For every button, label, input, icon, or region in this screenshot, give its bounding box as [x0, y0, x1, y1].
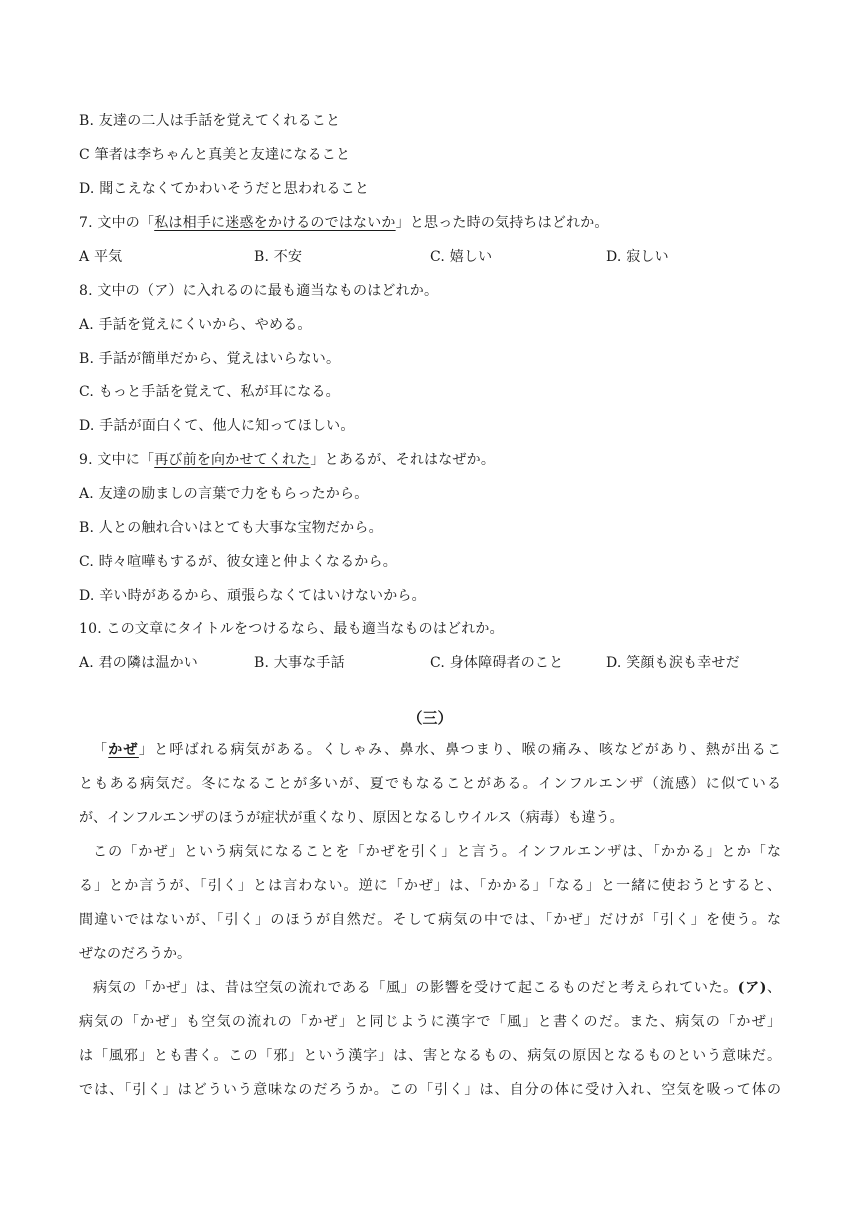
- q9-suffix: 」とあるが、それはなぜか。: [310, 452, 496, 468]
- q7-question: [79, 214, 609, 232]
- q7-suffix: 」と思った時の気持ちはどれか。: [395, 215, 609, 231]
- section-3-title: （三）: [407, 709, 453, 727]
- q8-option-a: A. 手話を覚えにくいから、やめる。: [79, 317, 312, 333]
- q7-prefix: 7. 文中の「: [79, 215, 155, 231]
- q7-option-a: A 平気: [79, 249, 123, 265]
- q9-option-c: C. 時々喧嘩もするが、彼女達と仲よくなるから。: [79, 554, 397, 570]
- kaze-emphasis: かぜ: [108, 742, 139, 758]
- q10-option-a: A. 君の隣は温かい: [79, 655, 199, 671]
- q7-option-b: B. 不安: [254, 249, 303, 265]
- q6-option-c: C 筆者は李ちゃんと真美と友達になること: [79, 147, 351, 163]
- q8-option-d: D. 手話が面白くて、他人に知ってほしい。: [79, 418, 355, 434]
- q6-option-d: D. 聞こえなくてかわいそうだと思われること: [79, 181, 370, 197]
- blank-a-marker: (ア): [737, 980, 767, 996]
- q9-question: [79, 451, 495, 469]
- passage-p3-line4: では、「引く」はどういう意味なのだろうか。この「引く」は、自分の体に受け入れ、空気を吸って体の: [79, 1082, 781, 1098]
- q10-option-d: D. 笑顔も涙も幸せだ: [606, 655, 740, 671]
- q6-option-b: B. 友達の二人は手話を覚えてくれること: [79, 113, 341, 129]
- passage-p2-line3: 間違いではないが、「引く」のほうが自然だ。そして病気の中では、「かぜ」だけが「引く」を使う。な: [79, 912, 781, 928]
- q7-option-c: C. 嬉しい: [430, 249, 493, 265]
- passage-p2-line1: この「かぜ」という病気になることを「かぜを引く」と言う。インフルエンザは、「かかる」とか「な: [93, 844, 781, 860]
- q10-option-b: B. 大事な手話: [254, 655, 345, 671]
- q9-option-d: D. 辛い時があるから、頑張らなくてはいけないから。: [79, 588, 426, 604]
- q8-option-c: C. もっと手話を覚えて、私が耳になる。: [79, 384, 340, 400]
- passage-p2-line2: る」とか言うが、「引く」とは言わない。逆に「かぜ」は、「かかる」「なる」と一緒に使おうとすると、: [79, 878, 781, 894]
- q10-option-c: C. 身体障碍者のこと: [430, 655, 564, 671]
- passage-p1-line3: が、インフルエンザのほうが症状が重くなり、原因となるしウイルス（病毒）も違う。: [79, 810, 624, 826]
- q10-options: [79, 654, 781, 672]
- q8-option-b: B. 手話が簡単だから、覚えはいらない。: [79, 351, 341, 367]
- q7-underlined-quote: 私は相手に迷惑をかけるのではないか: [154, 215, 396, 231]
- q8-question: 8. 文中の（ア）に入れるのに最も適当なものはどれか。: [79, 283, 439, 299]
- passage-p2-line4: ぜなのだろうか。: [79, 946, 191, 962]
- q10-question: 10. この文章にタイトルをつけるなら、最も適当なものはどれか。: [79, 621, 504, 637]
- q9-option-b: B. 人との触れ合いはとても大事な宝物だから。: [79, 520, 383, 536]
- q9-option-a: A. 友達の励ましの言葉で力をもらったから。: [79, 486, 369, 502]
- q7-option-d: D. 寂しい: [606, 249, 669, 265]
- q7-options: [79, 248, 781, 266]
- passage-p1-line1: 「かぜ」と呼ばれる病気がある。くしゃみ、鼻水、鼻つまり、喉の痛み、咳などがあり、熱が出るこ: [93, 742, 781, 758]
- passage-p1-line2: ともある病気だ。冬になることが多いが、夏でもなることがある。インフルエンザ（流感）に似ている: [79, 776, 781, 792]
- passage-p3-line3: は「風邪」とも書く。この「邪」という漢字」は、害となるもの、病気の原因となるものという意味だ。: [79, 1048, 781, 1064]
- passage-p3-line1: 病気の「かぜ」は、昔は空気の流れである「風」の影響を受けて起こるものだと考えられていた。(ア)、: [93, 980, 782, 996]
- passage-p3-line2: 病気の「かぜ」も空気の流れの「かぜ」と同じように漢字で「風」と書くのだ。また、病気の「かぜ」: [79, 1014, 781, 1030]
- q9-prefix: 9. 文中に「: [79, 452, 155, 468]
- q9-underlined-quote: 再び前を向かせてくれた: [154, 452, 311, 468]
